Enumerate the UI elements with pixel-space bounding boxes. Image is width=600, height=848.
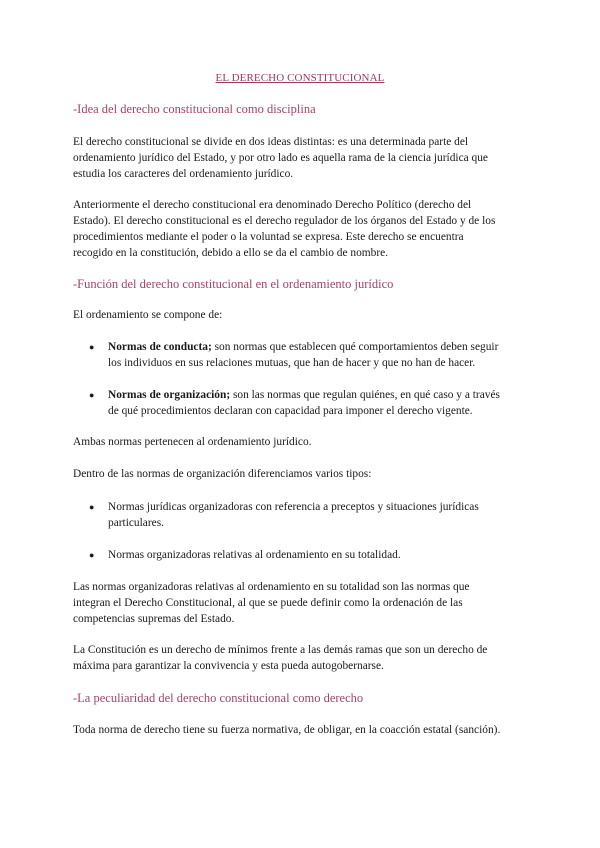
bullet-icon: ● [89,390,95,400]
section-heading-idea: -Idea del derecho constitucional como disciplina [73,102,316,116]
text-line [108,387,538,403]
text-fragment: son las normas que regulan quiénes, en qué caso y a través [230,389,500,401]
paragraph-idea-1 [73,134,533,182]
text-line: Anteriormente el derecho constitucional era denominado Derecho Político (derecho del [73,199,472,211]
list-item-normas-organizacion [108,387,538,419]
text-line: ordenamiento jurídico del Estado, y por otro lado es aquella rama de la ciencia jurídica que [73,152,488,164]
paragraph-fuerza-normativa [73,722,533,738]
bullet-icon: ● [89,550,95,560]
text-line: Ambas normas pertenecen al ordenamiento jurídico. [73,436,312,448]
paragraph-idea-2 [73,197,533,261]
text-line: procedimientos mediante el poder o la voluntad se expresa. Este derecho se encuentra [73,231,464,243]
text-fragment: son normas que establecen qué comportamientos deben seguir [211,341,499,353]
text-line: Normas jurídicas organizadoras con referencia a preceptos y situaciones jurídicas [108,501,479,513]
text-line [108,339,538,355]
section-heading-funcion: -Función del derecho constitucional en el ordenamiento jurídico [73,277,394,291]
text-line: Estado). El derecho constitucional es el derecho regulador de los órganos del Estado y de los [73,215,496,227]
text-line: de qué procedimientos declaran con capacidad para imponer el derecho vigente. [108,405,473,417]
text-line: Dentro de las normas de organización diferenciamos varios tipos: [73,468,372,480]
document-title: EL DERECHO CONSTITUCIONAL [215,72,385,84]
bullet-icon: ● [89,342,95,352]
text-line: Las normas organizadoras relativas al ordenamiento en su totalidad son las normas que [73,581,470,593]
list-item-normas-totalidad [108,547,538,563]
paragraph-normas-organizadoras [73,579,533,627]
text-line: los individuos en sus relaciones mutuas, que han de hacer y que no han de hacer. [108,357,476,369]
text-line: Normas organizadoras relativas al ordenamiento en su totalidad. [108,549,401,561]
text-line: La Constitución es un derecho de mínimos frente a las demás ramas que son un derecho de [73,644,488,656]
paragraph-tipos [73,466,533,482]
text-line: recogido en la constitución, debido a ello se da el cambio de nombre. [73,247,389,259]
section-heading-peculiaridad: -La peculiaridad del derecho constitucional como derecho [73,691,364,705]
bullet-icon: ● [89,502,95,512]
text-line: estudia los caracteres del ordenamiento jurídico. [73,168,294,180]
paragraph-ambas-normas [73,434,533,450]
text-line: integran el Derecho Constitucional, al que se puede definir como la ordenación de las [73,597,463,609]
paragraph-ordenamiento [73,307,533,323]
bold-term: Normas de organización; [108,389,231,401]
text-line: máxima para garantizar la convivencia y esta pueda autogobernarse. [73,660,384,672]
list-item-normas-juridicas [108,499,538,531]
text-line: particulares. [108,517,164,529]
bold-term: Normas de conducta; [108,341,212,353]
text-line: El derecho constitucional se divide en dos ideas distintas: es una determinada parte del [73,136,469,148]
text-line: competencias supremas del Estado. [73,613,235,625]
paragraph-constitucion [73,642,533,674]
text-line: El ordenamiento se compone de: [73,309,223,321]
text-line: Toda norma de derecho tiene su fuerza normativa, de obligar, en la coacción estatal (sanción). [73,724,501,736]
list-item-normas-conducta [108,339,538,371]
